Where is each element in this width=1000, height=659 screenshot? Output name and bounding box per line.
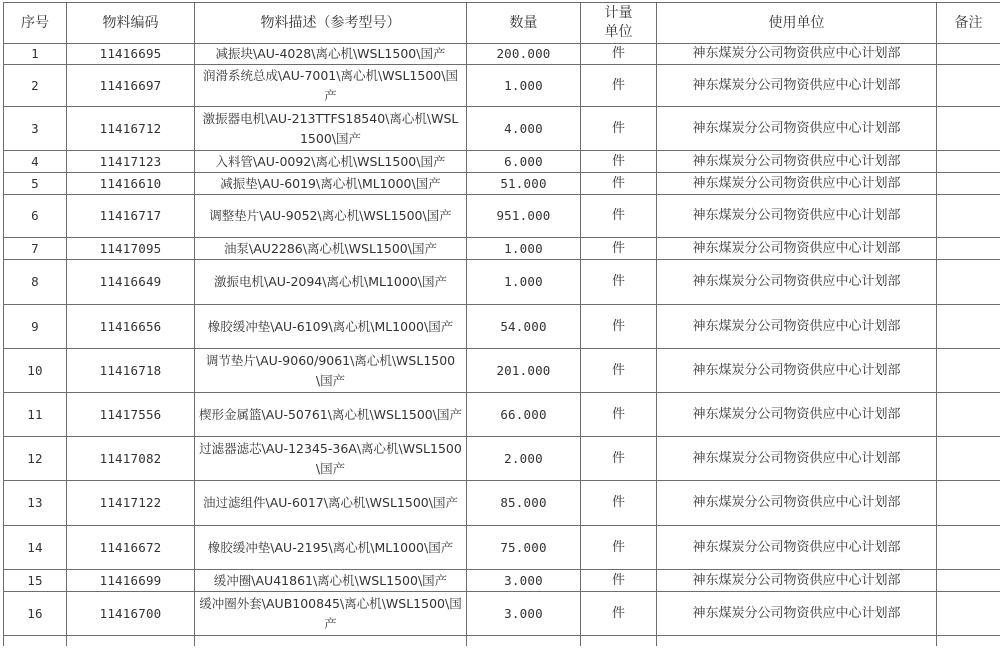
table-row bbox=[4, 437, 1000, 481]
row-code: 11416717 bbox=[67, 195, 195, 238]
row-dept: 神东煤炭分公司物资供应中心计划部 bbox=[657, 393, 937, 437]
row-unit: 件 bbox=[581, 393, 657, 437]
partial-cell bbox=[581, 636, 657, 647]
row-dept: 神东煤炭分公司物资供应中心计划部 bbox=[657, 238, 937, 260]
row-unit: 件 bbox=[581, 437, 657, 481]
row-note bbox=[937, 65, 1000, 107]
table-row bbox=[4, 65, 1000, 107]
row-dept: 神东煤炭分公司物资供应中心计划部 bbox=[657, 481, 937, 526]
row-dept: 神东煤炭分公司物资供应中心计划部 bbox=[657, 173, 937, 195]
row-unit: 件 bbox=[581, 107, 657, 151]
row-qty: 200.000 bbox=[467, 44, 581, 65]
row-desc: 楔形金属篮\AU-50761\离心机\WSL1500\国产 bbox=[195, 393, 467, 437]
row-qty: 6.000 bbox=[467, 151, 581, 173]
row-unit: 件 bbox=[581, 592, 657, 636]
row-dept: 神东煤炭分公司物资供应中心计划部 bbox=[657, 107, 937, 151]
row-no: 2 bbox=[4, 65, 67, 107]
row-code: 11417082 bbox=[67, 437, 195, 481]
row-qty: 201.000 bbox=[467, 349, 581, 393]
row-dept: 神东煤炭分公司物资供应中心计划部 bbox=[657, 44, 937, 65]
row-dept: 神东煤炭分公司物资供应中心计划部 bbox=[657, 526, 937, 570]
row-qty: 1.000 bbox=[467, 238, 581, 260]
row-no: 12 bbox=[4, 437, 67, 481]
header-desc: 物料描述（参考型号） bbox=[195, 3, 467, 44]
row-desc: 缓冲圈外套\AUB100845\离心机\WSL1500\国产 bbox=[195, 592, 467, 636]
header-no: 序号 bbox=[4, 3, 67, 44]
row-no: 1 bbox=[4, 44, 67, 65]
row-unit: 件 bbox=[581, 260, 657, 305]
header-qty: 数量 bbox=[467, 3, 581, 44]
row-dept: 神东煤炭分公司物资供应中心计划部 bbox=[657, 592, 937, 636]
row-desc: 减振块\AU-4028\离心机\WSL1500\国产 bbox=[195, 44, 467, 65]
partial-cell bbox=[67, 636, 195, 647]
row-no: 11 bbox=[4, 393, 67, 437]
row-code: 11416712 bbox=[67, 107, 195, 151]
row-no: 15 bbox=[4, 570, 67, 592]
table-row bbox=[4, 238, 1000, 260]
row-dept: 神东煤炭分公司物资供应中心计划部 bbox=[657, 151, 937, 173]
row-no: 3 bbox=[4, 107, 67, 151]
row-no: 9 bbox=[4, 305, 67, 349]
table-row bbox=[4, 349, 1000, 393]
row-code: 11416695 bbox=[67, 44, 195, 65]
row-unit: 件 bbox=[581, 305, 657, 349]
row-note bbox=[937, 107, 1000, 151]
header-unit: 计量单位 bbox=[581, 3, 657, 44]
table-row bbox=[4, 481, 1000, 526]
row-qty: 85.000 bbox=[467, 481, 581, 526]
row-note bbox=[937, 173, 1000, 195]
row-desc: 激振电机\AU-2094\离心机\ML1000\国产 bbox=[195, 260, 467, 305]
row-dept: 神东煤炭分公司物资供应中心计划部 bbox=[657, 260, 937, 305]
row-qty: 3.000 bbox=[467, 570, 581, 592]
row-qty: 75.000 bbox=[467, 526, 581, 570]
row-desc: 入料管\AU-0092\离心机\WSL1500\国产 bbox=[195, 151, 467, 173]
table-row bbox=[4, 526, 1000, 570]
table-row bbox=[4, 173, 1000, 195]
header-code: 物料编码 bbox=[67, 3, 195, 44]
row-no: 14 bbox=[4, 526, 67, 570]
row-dept: 神东煤炭分公司物资供应中心计划部 bbox=[657, 195, 937, 238]
row-note bbox=[937, 349, 1000, 393]
row-no: 7 bbox=[4, 238, 67, 260]
row-unit: 件 bbox=[581, 195, 657, 238]
row-desc: 油过滤组件\AU-6017\离心机\WSL1500\国产 bbox=[195, 481, 467, 526]
row-qty: 51.000 bbox=[467, 173, 581, 195]
row-dept: 神东煤炭分公司物资供应中心计划部 bbox=[657, 349, 937, 393]
table-row bbox=[4, 570, 1000, 592]
row-no: 4 bbox=[4, 151, 67, 173]
row-unit: 件 bbox=[581, 481, 657, 526]
row-note bbox=[937, 437, 1000, 481]
row-code: 11416656 bbox=[67, 305, 195, 349]
row-code: 11417556 bbox=[67, 393, 195, 437]
row-desc: 调整垫片\AU-9052\离心机\WSL1500\国产 bbox=[195, 195, 467, 238]
row-qty: 1.000 bbox=[467, 260, 581, 305]
row-unit: 件 bbox=[581, 151, 657, 173]
row-note bbox=[937, 393, 1000, 437]
row-unit: 件 bbox=[581, 65, 657, 107]
partial-cell bbox=[657, 636, 937, 647]
row-dept: 神东煤炭分公司物资供应中心计划部 bbox=[657, 305, 937, 349]
row-note bbox=[937, 526, 1000, 570]
row-code: 11416718 bbox=[67, 349, 195, 393]
table-row bbox=[4, 305, 1000, 349]
table-row bbox=[4, 151, 1000, 173]
row-qty: 4.000 bbox=[467, 107, 581, 151]
row-note bbox=[937, 260, 1000, 305]
row-note bbox=[937, 592, 1000, 636]
row-desc: 激振器电机\AU-213TTFS18540\离心机\WSL1500\国产 bbox=[195, 107, 467, 151]
row-qty: 3.000 bbox=[467, 592, 581, 636]
table-header-row bbox=[4, 3, 1000, 44]
row-code: 11416610 bbox=[67, 173, 195, 195]
table-row bbox=[4, 44, 1000, 65]
row-code: 11416649 bbox=[67, 260, 195, 305]
row-qty: 66.000 bbox=[467, 393, 581, 437]
row-qty: 1.000 bbox=[467, 65, 581, 107]
row-code: 11416699 bbox=[67, 570, 195, 592]
row-code: 11417123 bbox=[67, 151, 195, 173]
row-desc: 减振垫\AU-6019\离心机\ML1000\国产 bbox=[195, 173, 467, 195]
row-code: 11416672 bbox=[67, 526, 195, 570]
row-dept: 神东煤炭分公司物资供应中心计划部 bbox=[657, 570, 937, 592]
table-row-partial bbox=[4, 636, 1000, 647]
row-no: 6 bbox=[4, 195, 67, 238]
row-unit: 件 bbox=[581, 349, 657, 393]
table-row bbox=[4, 592, 1000, 636]
row-note bbox=[937, 305, 1000, 349]
row-note bbox=[937, 195, 1000, 238]
partial-cell bbox=[937, 636, 1000, 647]
row-unit: 件 bbox=[581, 44, 657, 65]
table-row bbox=[4, 195, 1000, 238]
row-no: 16 bbox=[4, 592, 67, 636]
row-no: 10 bbox=[4, 349, 67, 393]
partial-cell bbox=[467, 636, 581, 647]
row-no: 5 bbox=[4, 173, 67, 195]
row-note bbox=[937, 481, 1000, 526]
materials-table bbox=[3, 2, 1000, 646]
row-desc: 调节垫片\AU-9060/9061\离心机\WSL1500\国产 bbox=[195, 349, 467, 393]
table-row bbox=[4, 393, 1000, 437]
row-desc: 橡胶缓冲垫\AU-2195\离心机\ML1000\国产 bbox=[195, 526, 467, 570]
row-unit: 件 bbox=[581, 173, 657, 195]
row-unit: 件 bbox=[581, 238, 657, 260]
row-code: 11416700 bbox=[67, 592, 195, 636]
row-qty: 54.000 bbox=[467, 305, 581, 349]
row-dept: 神东煤炭分公司物资供应中心计划部 bbox=[657, 437, 937, 481]
table-row bbox=[4, 260, 1000, 305]
row-note bbox=[937, 44, 1000, 65]
row-code: 11417095 bbox=[67, 238, 195, 260]
row-no: 13 bbox=[4, 481, 67, 526]
row-qty: 2.000 bbox=[467, 437, 581, 481]
partial-cell bbox=[4, 636, 67, 647]
row-no: 8 bbox=[4, 260, 67, 305]
row-dept: 神东煤炭分公司物资供应中心计划部 bbox=[657, 65, 937, 107]
row-desc: 缓冲圈\AU41861\离心机\WSL1500\国产 bbox=[195, 570, 467, 592]
row-unit: 件 bbox=[581, 526, 657, 570]
row-code: 11416697 bbox=[67, 65, 195, 107]
row-unit: 件 bbox=[581, 570, 657, 592]
row-desc: 润滑系统总成\AU-7001\离心机\WSL1500\国产 bbox=[195, 65, 467, 107]
header-note: 备注 bbox=[937, 3, 1000, 44]
row-note bbox=[937, 570, 1000, 592]
row-qty: 951.000 bbox=[467, 195, 581, 238]
row-note bbox=[937, 151, 1000, 173]
partial-cell bbox=[195, 636, 467, 647]
row-note bbox=[937, 238, 1000, 260]
table-row bbox=[4, 107, 1000, 151]
row-desc: 油泵\AU2286\离心机\WSL1500\国产 bbox=[195, 238, 467, 260]
row-desc: 橡胶缓冲垫\AU-6109\离心机\ML1000\国产 bbox=[195, 305, 467, 349]
header-dept: 使用单位 bbox=[657, 3, 937, 44]
row-code: 11417122 bbox=[67, 481, 195, 526]
row-desc: 过滤器滤芯\AU-12345-36A\离心机\WSL1500\国产 bbox=[195, 437, 467, 481]
